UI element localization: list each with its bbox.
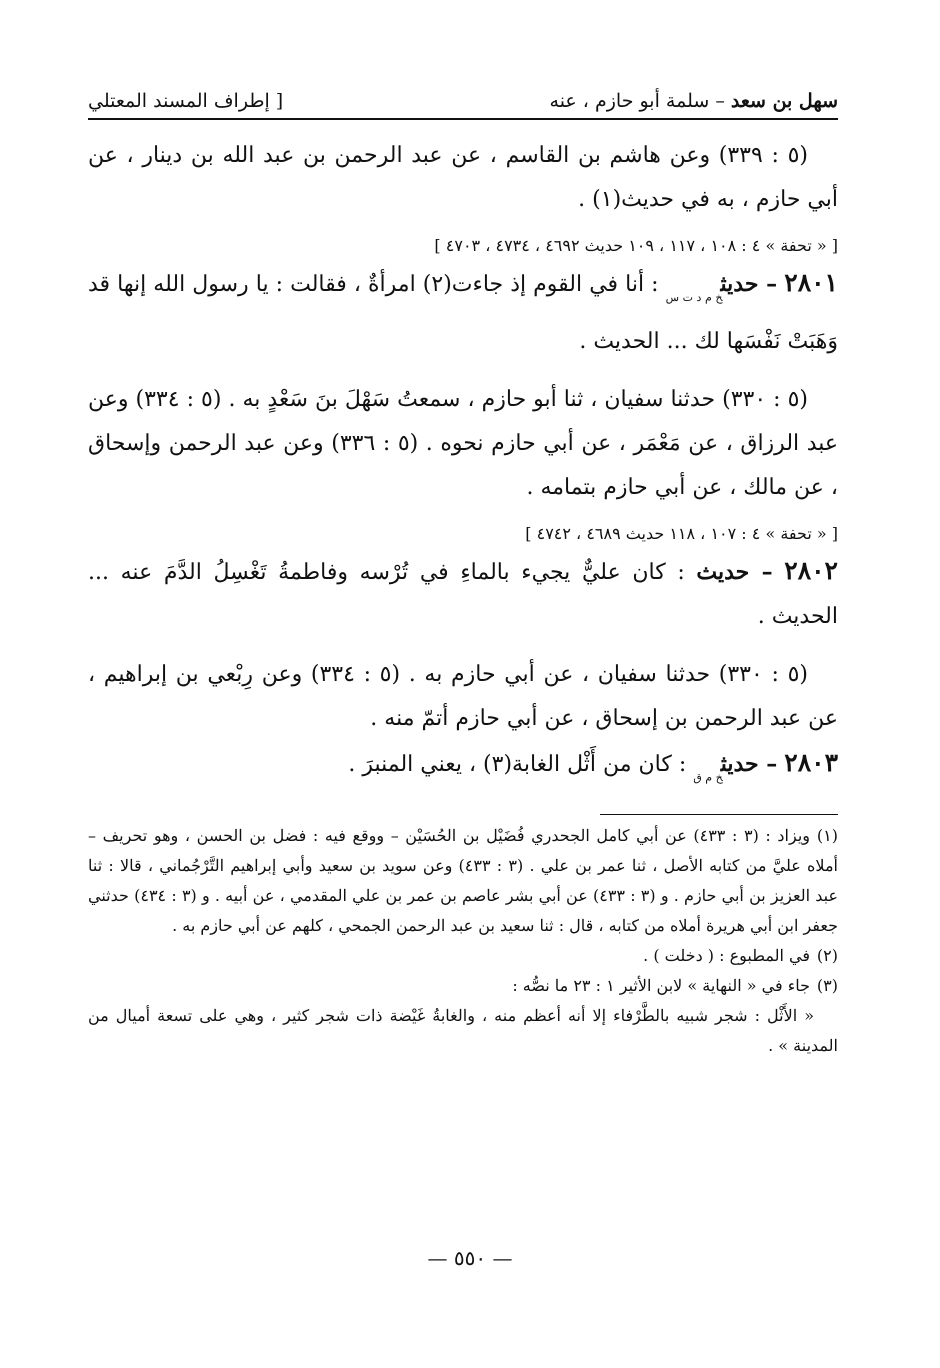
hadith-keyword: – حديث [696,559,773,585]
footnote-text: ويزاد : (٣ : ٤٣٣) عن أبي كامل الجحدري فُضَيْل بن الحُسَيْن – ووقع فيه : فضل بن الحسن ، وهو تحريف – أملاه عليَّ من كتابه الأصل ، ثنا عمر بن علي . (٣ : ٤٣٣) وعن سويد بن سعيد وأبي إبراهيم التَّرْجُماني ، قالا : ثنا عبد العزيز بن أبي حازم . و (٣ : ٤٣٣) عن أبي بشر عاصم بن عمر بن علي المقدمي ، عن أبيه . و (٣ : ٤٣٤) حدثني جعفر ابن أبي هريرة أملاه من كتابه ، قال : ثنا سعيد بن عبد الرحمن الجمحي ، كلهم عن أبي حازم به . [88,826,839,935]
book-title: [ إطراف المسند المعتلي [88,90,284,112]
section-title-rest: – سلمة أبو حازم ، عنه [549,90,731,112]
tuhfa-reference-1: [ « تحفة » ٤ : ١٠٨ ، ١١٧ ، ١٠٩ حديث ٤٦٩٢ ، ٤٧٣٤ ، ٤٧٠٣ ] [434,236,838,255]
footnote-text: جاء في « النهاية » لابن الأثير ١ : ٢٣ ما نصُّه : [512,976,810,995]
hadith-text: : كان عليٌّ يجيء بالماءِ في تُرْسه وفاطمةُ تَغْسِلُ الدَّمَ عنه ... الحديث . [88,560,838,629]
hadith-2802 [88,549,838,639]
footnote-quote: « الأَثْل : شجر شبيه بالطَّرْفاء إلا أنه أعظم منه ، والغابةُ غَيْضة ذات شجر كثير ، وهي على تسعة أميال من المدينة » . [88,1006,838,1055]
footnote-separator [600,814,838,815]
hadith-2803 [88,741,838,800]
running-head [88,90,838,120]
footnote [88,941,838,971]
page [88,90,838,1061]
page-number: — ٥٥٠ — [427,1246,513,1270]
hadith-keyword: – حديث [720,751,778,777]
hadith-number: ٢٨٠٣ [784,748,838,777]
hadith-text: : أنا في القوم إذ جاءت(٢) امرأةٌ ، فقالت : يا رسول الله إنها قد وَهَبَتْ نَفْسَها لك ... الحديث . [88,272,838,354]
isnad-paragraph-2801: (٥ : ٣٣٠) حدثنا سفيان ، ثنا أبو حازم ، سمعتُ سَهْلَ بنَ سَعْدٍ به . (٥ : ٣٣٤) وعن عبد الرزاق ، عن مَعْمَر ، عن أبي حازم نحوه . (٥ : ٣٣٦) وعن عبد الرحمن وإسحاق ، عن مالك ، عن أبي حازم بتمامه . [88,387,839,500]
hadith-number: ٢٨٠٢ [784,556,838,585]
footnote-number: (١) [816,826,838,845]
source-sigla: خ م د ت س [665,291,723,304]
intro-paragraph: (٥ : ٣٣٩) وعن هاشم بن القاسم ، عن عبد الرحمن بن عبد الله بن دينار ، عن أبي حازم ، به في حديث(١) . [88,143,838,212]
hadith-text: : كان من أَثْل الغابة(٣) ، يعني المنبرَ . [348,752,694,777]
footnote-number: (٣) [816,976,838,995]
hadith-keyword: – حديث [720,271,778,297]
footnote-text: في المطبوع : ( دخلت ) . [643,946,810,965]
hadith-number: ٢٨٠١ [784,268,838,297]
footnotes [88,821,838,1061]
footnote-number: (٢) [816,946,838,965]
running-head-right [550,90,838,112]
footnote [88,971,838,1001]
source-sigla: خ م ق [693,771,723,784]
footnote [88,821,838,941]
section-title-bold: سهل بن سعد [730,90,838,112]
tuhfa-reference-2: [ « تحفة » ٤ : ١٠٧ ، ١١٨ حديث ٤٦٨٩ ، ٤٧٤٢ ] [525,524,838,543]
isnad-paragraph-2802: (٥ : ٣٣٠) حدثنا سفيان ، عن أبي حازم به . (٥ : ٣٣٤) وعن رِبْعي بن إبراهيم ، عن عبد الرحمن بن إسحاق ، عن أبي حازم أتمّ منه . [88,662,838,731]
hadith-2801 [88,261,838,364]
